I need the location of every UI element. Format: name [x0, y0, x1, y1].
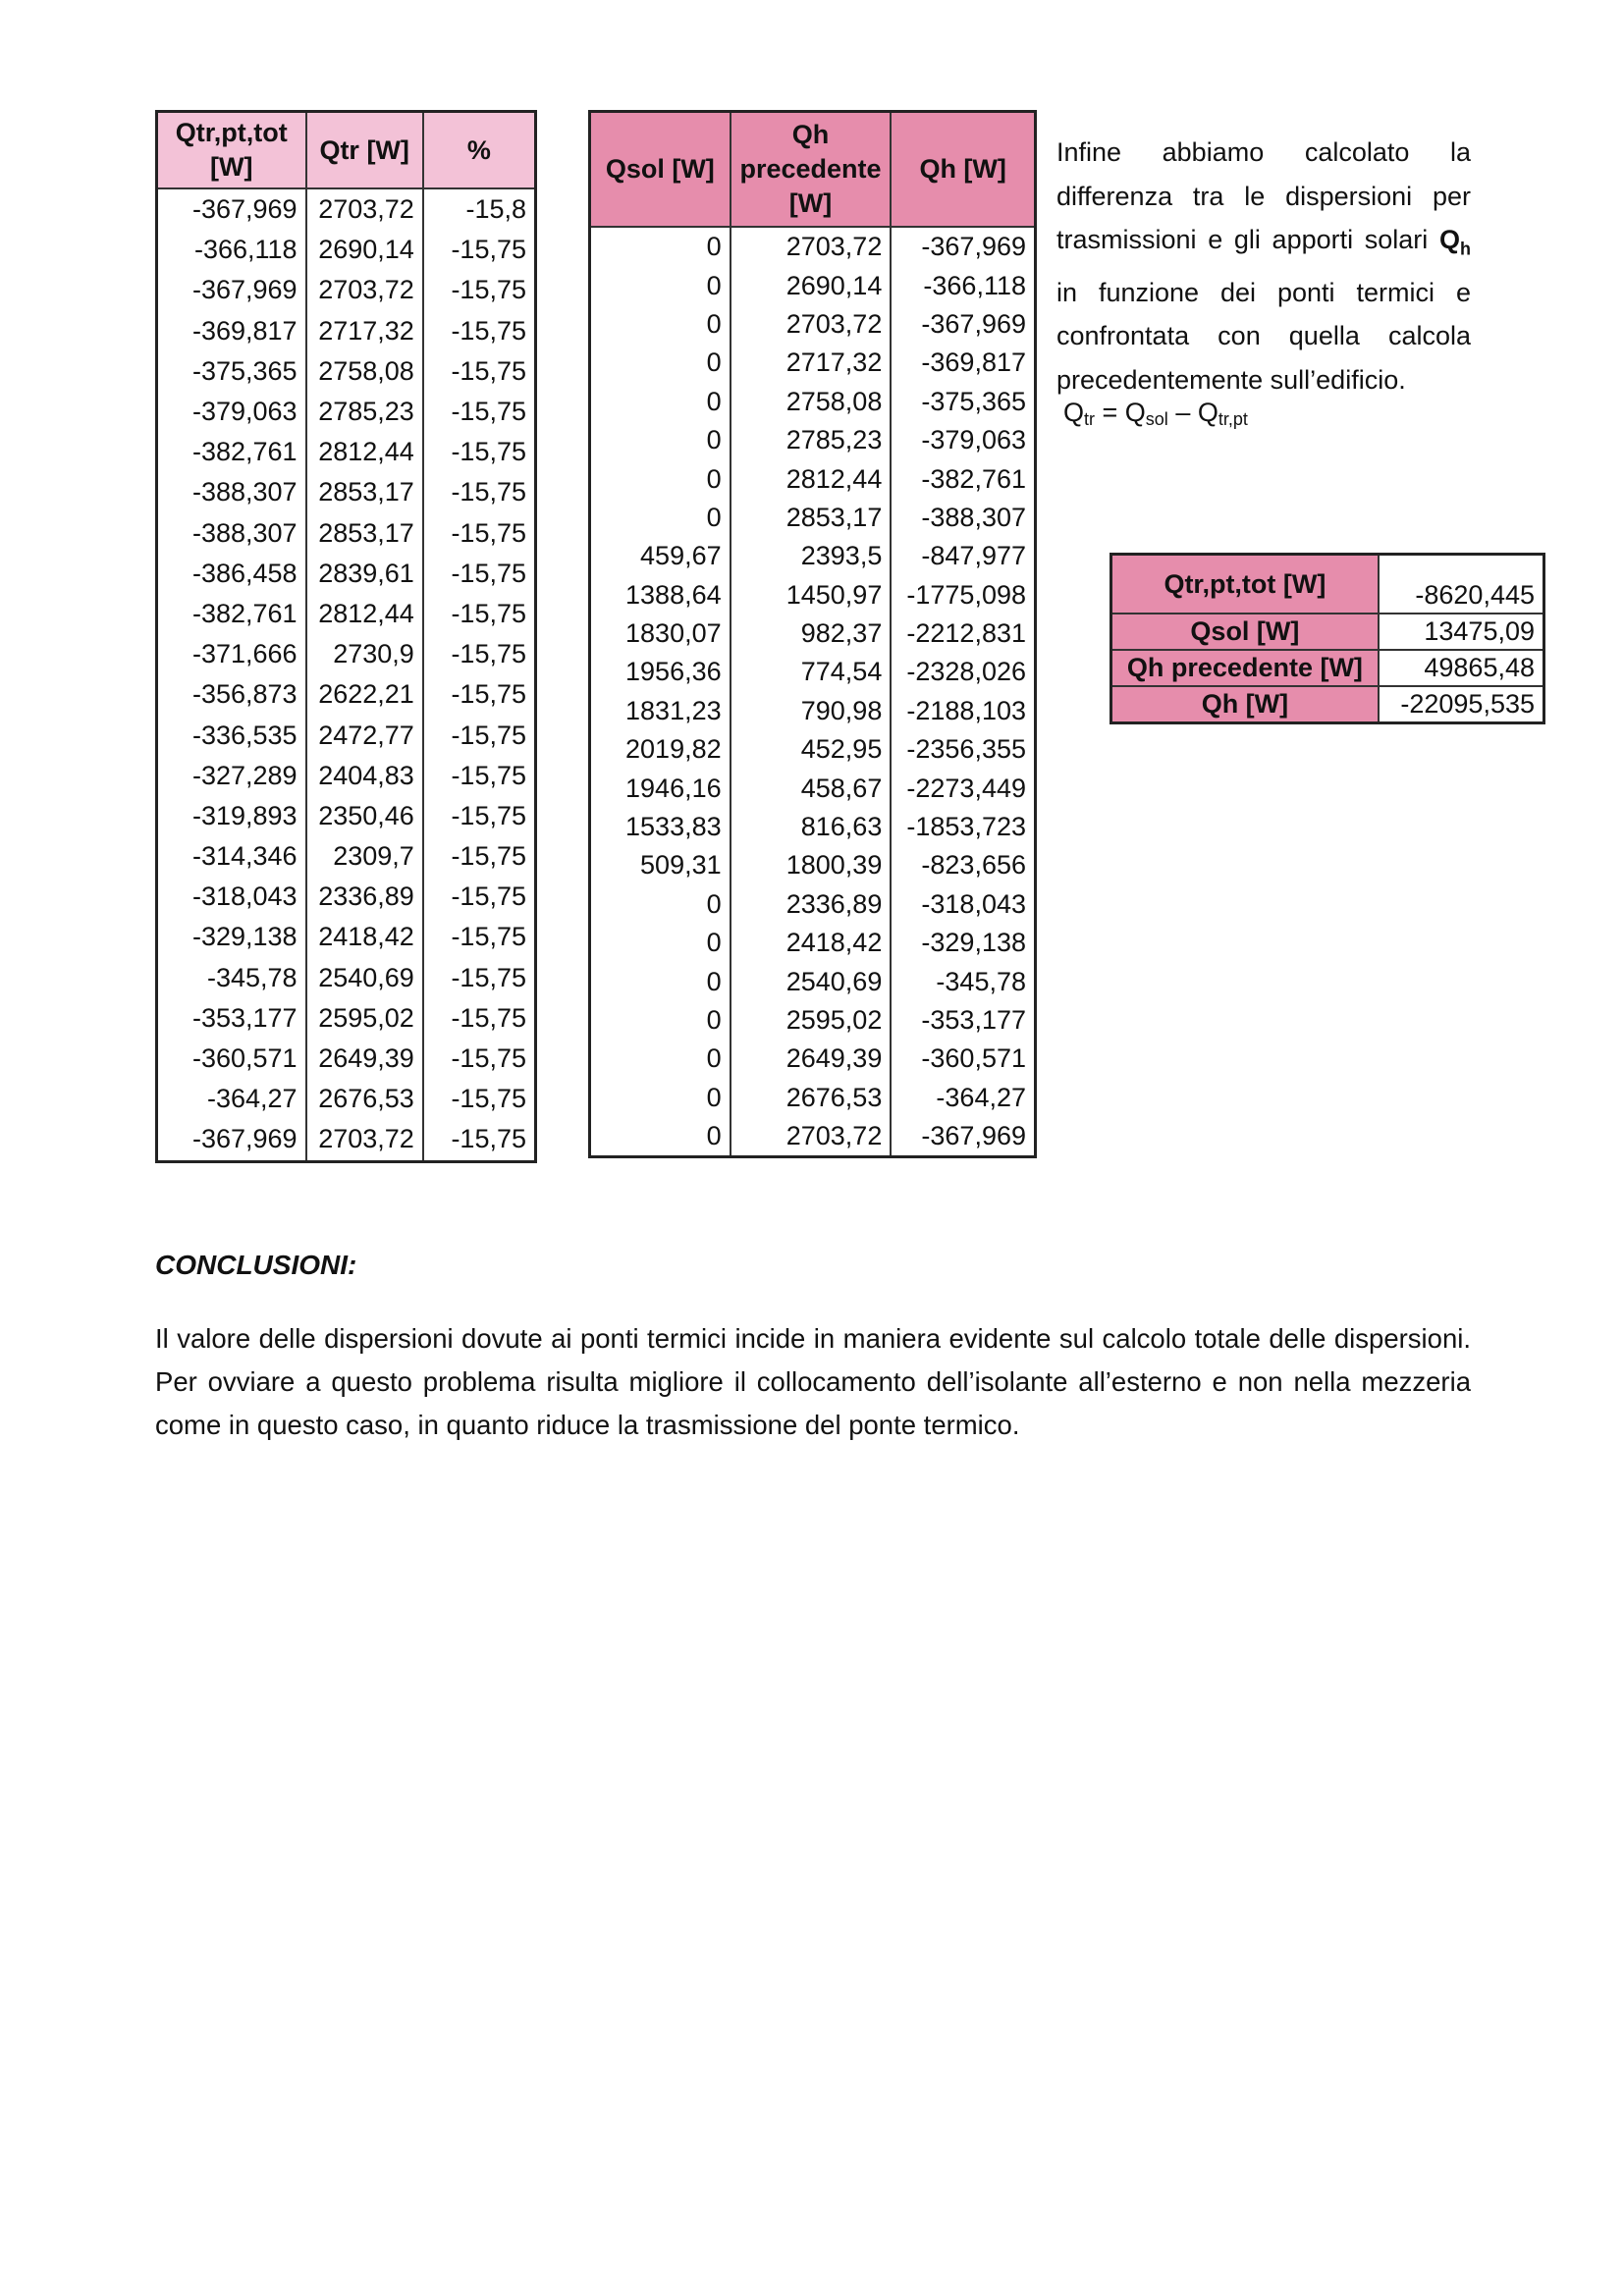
table-cell: 2703,72	[306, 1119, 423, 1161]
table-cell: 2019,82	[590, 730, 731, 769]
table-row	[157, 1079, 536, 1119]
table-row	[157, 594, 536, 634]
conclusion-body: Il valore delle dispersioni dovute ai ponti termici incide in maniera evidente sul calcolo totale delle dispersioni. Per ovviare a questo problema risulta migliore il collocamento dell’isolante all’esterno e non nella mezzeria come in questo caso, in quanto riduce la trasmissione del ponte termico.	[155, 1323, 1471, 1440]
table-cell: -2328,026	[891, 653, 1035, 691]
row-label: Qsol [W]	[1111, 614, 1379, 650]
table-cell: 458,67	[731, 769, 892, 807]
table-cell: -375,365	[891, 383, 1035, 421]
table-cell: 2540,69	[731, 962, 892, 1000]
table-row	[157, 392, 536, 432]
table-row	[157, 230, 536, 270]
table-cell: -823,656	[891, 846, 1035, 884]
table-cell: -356,873	[157, 674, 306, 715]
table-row	[590, 576, 1036, 614]
table-cell: 0	[590, 924, 731, 962]
table-row	[157, 958, 536, 998]
table-row	[590, 885, 1036, 924]
table-cell: -375,365	[157, 351, 306, 392]
table-row	[157, 311, 536, 351]
table-cell: 2853,17	[731, 499, 892, 537]
table-cell: -15,75	[423, 998, 536, 1039]
table-cell: -364,27	[157, 1079, 306, 1119]
explanation-text: in funzione dei ponti termici e confrontata con quella calcola precedentemente sull’edificio.	[1056, 277, 1471, 395]
column-header: Qtr,pt,tot [W]	[157, 112, 306, 189]
table-cell: 2404,83	[306, 756, 423, 796]
table-cell: -847,977	[891, 537, 1035, 575]
table-row	[590, 266, 1036, 304]
table-cell: -318,043	[891, 885, 1035, 924]
conclusion-title: CONCLUSIONI:	[155, 1250, 357, 1280]
table-cell: -15,75	[423, 877, 536, 917]
row-value: 13475,09	[1379, 614, 1544, 650]
table-cell: 2853,17	[306, 472, 423, 512]
table-cell: 2703,72	[306, 188, 423, 230]
table-cell: 0	[590, 1040, 731, 1078]
table-cell: -15,75	[423, 432, 536, 472]
table-cell: -15,75	[423, 634, 536, 674]
table-cell: 2703,72	[306, 270, 423, 310]
table-cell: -15,75	[423, 230, 536, 270]
table-cell: -367,969	[891, 305, 1035, 344]
table-cell: 0	[590, 885, 731, 924]
table-row	[590, 1117, 1036, 1157]
table-cell: -327,289	[157, 756, 306, 796]
table-row	[157, 554, 536, 594]
table-cell: -15,75	[423, 1119, 536, 1161]
table-cell: 2839,61	[306, 554, 423, 594]
table-row	[157, 715, 536, 755]
table-cell: -382,761	[157, 594, 306, 634]
table-cell: 0	[590, 962, 731, 1000]
table-row	[590, 421, 1036, 459]
table-cell: 1946,16	[590, 769, 731, 807]
explanation-text: Infine abbiamo calcolato la differenza tra le dispersioni per trasmissioni e gli apporti solari	[1056, 137, 1471, 254]
row-label: Qh precedente [W]	[1111, 650, 1379, 686]
table-cell: 2676,53	[731, 1079, 892, 1117]
table-cell: -15,75	[423, 311, 536, 351]
table-cell: -2188,103	[891, 692, 1035, 730]
table-row	[590, 692, 1036, 730]
table-cell: 1388,64	[590, 576, 731, 614]
column-header: Qh precedente [W]	[731, 112, 892, 228]
table-cell: 2418,42	[731, 924, 892, 962]
table-cell: 2649,39	[731, 1040, 892, 1078]
table-row	[590, 1001, 1036, 1040]
table-cell: 459,67	[590, 537, 731, 575]
table-cell: 2622,21	[306, 674, 423, 715]
table-cell: 0	[590, 459, 731, 498]
table-cell: 1831,23	[590, 692, 731, 730]
table-cell: -15,75	[423, 674, 536, 715]
table-row	[590, 614, 1036, 653]
explanation-paragraph	[1056, 131, 1471, 401]
table-row	[590, 653, 1036, 691]
table-cell: 2812,44	[306, 432, 423, 472]
table-cell: 2785,23	[731, 421, 892, 459]
table-row	[157, 472, 536, 512]
table-cell: 2418,42	[306, 917, 423, 957]
table-cell: -1775,098	[891, 576, 1035, 614]
table-cell: -15,75	[423, 756, 536, 796]
table-row	[1111, 686, 1544, 723]
row-value: 49865,48	[1379, 650, 1544, 686]
column-header: %	[423, 112, 536, 189]
table-cell: 2649,39	[306, 1039, 423, 1079]
table-cell: 2350,46	[306, 796, 423, 836]
table-cell: 816,63	[731, 808, 892, 846]
table-cell: -329,138	[891, 924, 1035, 962]
table-cell: -364,27	[891, 1079, 1035, 1117]
table-row	[157, 270, 536, 310]
table-row	[1111, 650, 1544, 686]
table-cell: -15,75	[423, 917, 536, 957]
table-cell: -15,75	[423, 715, 536, 755]
table-row	[590, 499, 1036, 537]
table-row	[157, 674, 536, 715]
table-cell: -2212,831	[891, 614, 1035, 653]
table-cell: -367,969	[157, 188, 306, 230]
row-value: -22095,535	[1379, 686, 1544, 723]
table-cell: 1956,36	[590, 653, 731, 691]
table-cell: -382,761	[891, 459, 1035, 498]
table-cell: -15,75	[423, 1039, 536, 1079]
table-row	[590, 1079, 1036, 1117]
table-cell: -366,118	[157, 230, 306, 270]
table-cell: 982,37	[731, 614, 892, 653]
table-cell: -336,535	[157, 715, 306, 755]
table-cell: -2356,355	[891, 730, 1035, 769]
table-cell: 2309,7	[306, 836, 423, 877]
table-cell: -388,307	[891, 499, 1035, 537]
table-cell: 2690,14	[731, 266, 892, 304]
table-cell: -386,458	[157, 554, 306, 594]
table-cell: 1533,83	[590, 808, 731, 846]
table-cell: 2717,32	[306, 311, 423, 351]
table-cell: -353,177	[891, 1001, 1035, 1040]
table-row	[157, 432, 536, 472]
column-header: Qtr [W]	[306, 112, 423, 189]
table-row	[157, 513, 536, 554]
table-cell: 2595,02	[731, 1001, 892, 1040]
table-cell: 790,98	[731, 692, 892, 730]
table-cell: -15,8	[423, 188, 536, 230]
table-cell: -15,75	[423, 351, 536, 392]
table-row	[590, 305, 1036, 344]
table-cell: 0	[590, 1117, 731, 1157]
table-cell: -388,307	[157, 472, 306, 512]
table-row	[157, 796, 536, 836]
table-cell: 452,95	[731, 730, 892, 769]
table-cell: -15,75	[423, 958, 536, 998]
table-cell: -360,571	[891, 1040, 1035, 1078]
table-cell: 2703,72	[731, 1117, 892, 1157]
table-cell: -367,969	[157, 1119, 306, 1161]
table-cell: -318,043	[157, 877, 306, 917]
table-cell: -15,75	[423, 594, 536, 634]
table-cell: -329,138	[157, 917, 306, 957]
table-row	[590, 1040, 1036, 1078]
table-row	[590, 924, 1036, 962]
table-cell: -15,75	[423, 392, 536, 432]
table-cell: 2393,5	[731, 537, 892, 575]
table-cell: 0	[590, 305, 731, 344]
table-cell: 2472,77	[306, 715, 423, 755]
table-cell: 2336,89	[306, 877, 423, 917]
table-cell: 2785,23	[306, 392, 423, 432]
table-cell: -379,063	[891, 421, 1035, 459]
row-label: Qtr,pt,tot [W]	[1111, 555, 1379, 614]
table-row	[157, 917, 536, 957]
table-row	[590, 846, 1036, 884]
table-row	[590, 344, 1036, 382]
table-cell: 774,54	[731, 653, 892, 691]
table-cell: -382,761	[157, 432, 306, 472]
table-cell: -15,75	[423, 796, 536, 836]
table-cell: 0	[590, 266, 731, 304]
table-row	[157, 756, 536, 796]
table-cell: 1450,97	[731, 576, 892, 614]
table-cell: -15,75	[423, 270, 536, 310]
table-cell: 0	[590, 344, 731, 382]
table-header-row	[590, 112, 1036, 228]
table-cell: -15,75	[423, 472, 536, 512]
table-cell: 2690,14	[306, 230, 423, 270]
table-row	[590, 808, 1036, 846]
table-row	[157, 1039, 536, 1079]
table-row	[157, 836, 536, 877]
table-cell: 2540,69	[306, 958, 423, 998]
row-value: -8620,445	[1379, 555, 1544, 614]
table-row	[590, 537, 1036, 575]
summary-table	[1110, 553, 1545, 724]
column-header: Qh [W]	[891, 112, 1035, 228]
table-cell: 2730,9	[306, 634, 423, 674]
table-cell: -1853,723	[891, 808, 1035, 846]
table-row	[590, 459, 1036, 498]
left-data-table	[155, 110, 537, 1163]
table-row	[157, 351, 536, 392]
formula: $Q_{tr} = Q_{sol} - Q_{tr,pt}$	[1063, 398, 1248, 429]
table-row	[157, 998, 536, 1039]
table-cell: 2676,53	[306, 1079, 423, 1119]
column-header: Qsol [W]	[590, 112, 731, 228]
table-cell: 509,31	[590, 846, 731, 884]
table-cell: -379,063	[157, 392, 306, 432]
table-cell: 2717,32	[731, 344, 892, 382]
table-row	[157, 188, 536, 230]
table-cell: -319,893	[157, 796, 306, 836]
table-cell: -369,817	[157, 311, 306, 351]
table-cell: 1800,39	[731, 846, 892, 884]
table-cell: -314,346	[157, 836, 306, 877]
table-row	[157, 634, 536, 674]
table-row	[1111, 614, 1544, 650]
middle-data-table	[588, 110, 1037, 1158]
table-cell: -2273,449	[891, 769, 1035, 807]
table-cell: 2853,17	[306, 513, 423, 554]
table-row	[590, 962, 1036, 1000]
table-cell: -388,307	[157, 513, 306, 554]
row-label: Qh [W]	[1111, 686, 1379, 723]
table-cell: 0	[590, 383, 731, 421]
table-row	[590, 730, 1036, 769]
table-cell: 0	[590, 421, 731, 459]
qh-symbol: $Q_h$	[1438, 225, 1471, 259]
table-row	[590, 769, 1036, 807]
table-cell: -345,78	[891, 962, 1035, 1000]
table-row	[1111, 555, 1544, 614]
table-cell: 1830,07	[590, 614, 731, 653]
table-header-row	[157, 112, 536, 189]
table-cell: -369,817	[891, 344, 1035, 382]
table-cell: -360,571	[157, 1039, 306, 1079]
table-row	[157, 1119, 536, 1161]
table-cell: 2703,72	[731, 227, 892, 266]
table-cell: 2758,08	[306, 351, 423, 392]
table-row	[157, 877, 536, 917]
table-cell: 2595,02	[306, 998, 423, 1039]
table-cell: -15,75	[423, 513, 536, 554]
table-cell: -366,118	[891, 266, 1035, 304]
table-cell: -15,75	[423, 554, 536, 594]
table-cell: -345,78	[157, 958, 306, 998]
table-cell: -371,666	[157, 634, 306, 674]
table-row	[590, 227, 1036, 266]
table-cell: -353,177	[157, 998, 306, 1039]
table-row	[590, 383, 1036, 421]
table-cell: -367,969	[891, 227, 1035, 266]
table-cell: -367,969	[157, 270, 306, 310]
table-cell: -15,75	[423, 1079, 536, 1119]
table-cell: 0	[590, 499, 731, 537]
table-cell: 0	[590, 1079, 731, 1117]
table-cell: 2758,08	[731, 383, 892, 421]
table-cell: 0	[590, 227, 731, 266]
table-cell: 2336,89	[731, 885, 892, 924]
table-cell: 2812,44	[306, 594, 423, 634]
table-cell: 0	[590, 1001, 731, 1040]
table-cell: -15,75	[423, 836, 536, 877]
table-cell: -367,969	[891, 1117, 1035, 1157]
table-cell: 2703,72	[731, 305, 892, 344]
table-cell: 2812,44	[731, 459, 892, 498]
